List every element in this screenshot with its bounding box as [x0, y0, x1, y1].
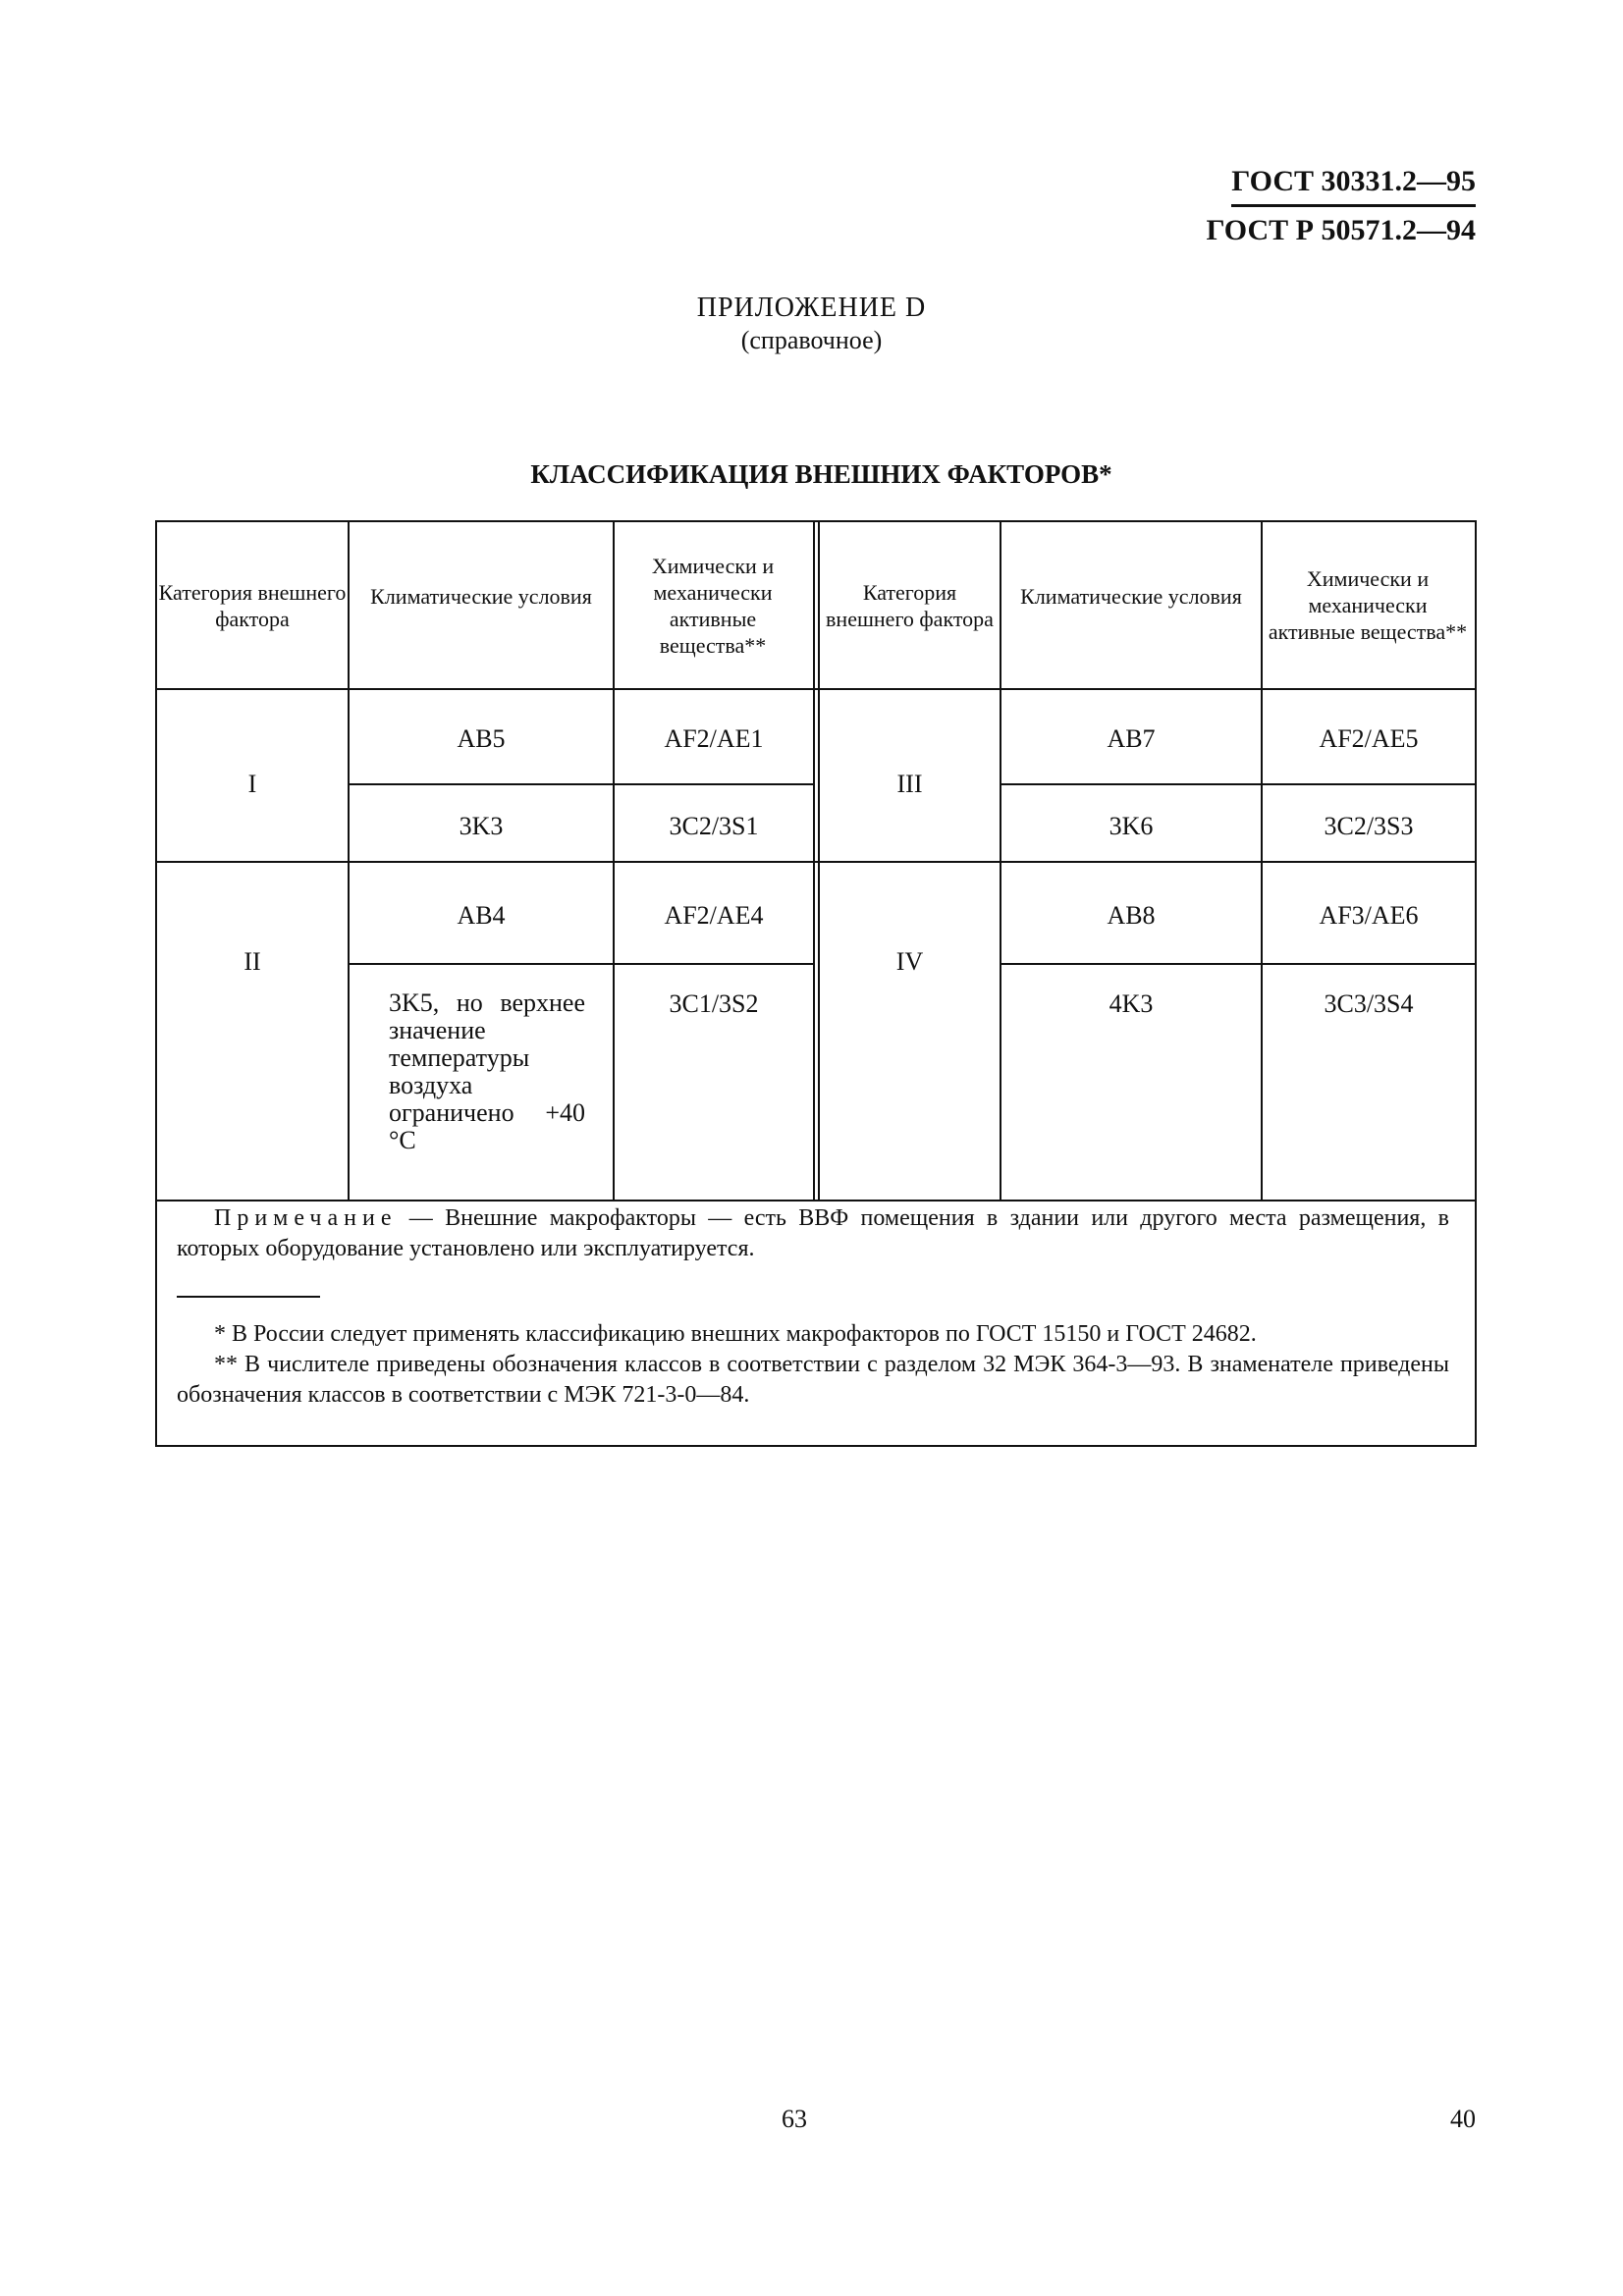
category-cell: I — [247, 770, 257, 798]
table-divider — [157, 861, 1475, 863]
note-label: Примечание — [214, 1205, 398, 1231]
climatic-cell: 4K3 — [1109, 989, 1154, 1018]
appendix-subtitle: (справочное) — [740, 326, 883, 354]
table-divider — [348, 783, 813, 785]
climatic-cell: AB7 — [1107, 724, 1156, 753]
chemical-cell: 3C2/3S3 — [1324, 812, 1414, 840]
table-divider — [157, 688, 1475, 690]
category-cell: II — [243, 947, 261, 976]
standard-number-1: ГОСТ 30331.2—95 — [1231, 165, 1476, 207]
note-text: — Внешние макрофакторы — есть ВВФ помещения в здании или другого места размещения, в которых оборудование установлено или эксплуатируется. — [177, 1205, 1449, 1261]
column-header: Климатические условия — [1020, 583, 1242, 609]
footnote: * В России следует применять классификацию внешних макрофакторов по ГОСТ 15150 и ГОСТ 24682. — [214, 1321, 1257, 1347]
column-header: Климатические условия — [370, 583, 592, 609]
table-divider — [157, 1200, 1475, 1201]
table-divider — [348, 963, 813, 965]
table-title: КЛАССИФИКАЦИЯ ВНЕШНИХ ФАКТОРОВ* — [530, 459, 1112, 489]
chemical-cell: AF2/AE5 — [1319, 724, 1419, 753]
chemical-cell: AF2/AE1 — [664, 724, 764, 753]
standard-number-2: ГОСТ Р 50571.2—94 — [1206, 214, 1476, 246]
column-header: Категория внешнего фактора — [158, 579, 347, 631]
chemical-cell: 3C2/3S1 — [669, 812, 759, 840]
appendix-title: ПРИЛОЖЕНИЕ D — [696, 293, 927, 323]
footnote: ** В числителе приведены обозначения классов в соответствии с разделом 32 МЭК 364-3—93. В знаменателе приведены обозначения классов в соответствии с МЭК 721-3-0—84. — [177, 1352, 1449, 1408]
climatic-note-text: 3K5, но верхнее значение температуры воздуха ограничено +40 °C — [389, 988, 585, 1154]
chemical-cell: 3C1/3S2 — [669, 989, 759, 1018]
climatic-cell: AB8 — [1107, 901, 1156, 930]
chemical-cell: AF2/AE4 — [664, 901, 764, 930]
climatic-cell: AB4 — [457, 901, 506, 930]
column-header: Категория внешнего фактора — [826, 579, 994, 631]
page-number-left: 63 — [782, 2105, 807, 2133]
column-header: Химически и механически активные вещества** — [1268, 566, 1468, 644]
table-divider — [1000, 963, 1475, 965]
climatic-cell: 3K3 — [459, 812, 504, 840]
category-cell: III — [896, 770, 923, 798]
page-number-right: 40 — [1450, 2105, 1476, 2133]
classification-table — [155, 520, 1477, 1447]
chemical-cell: AF3/AE6 — [1319, 901, 1419, 930]
table-divider — [1000, 783, 1475, 785]
footnote-separator — [177, 1296, 320, 1298]
note-paragraph — [177, 1203, 1449, 1264]
climatic-cell: AB5 — [457, 724, 506, 753]
chemical-cell: 3C3/3S4 — [1324, 989, 1414, 1018]
climatic-cell: 3K6 — [1109, 812, 1154, 840]
category-cell: IV — [895, 947, 924, 976]
column-header: Химически и механически активные вещества** — [651, 553, 775, 658]
